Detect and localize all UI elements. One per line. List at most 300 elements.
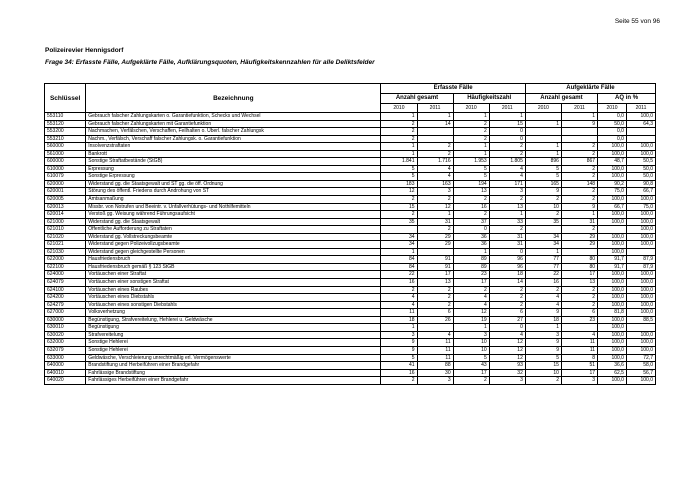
cell-hz-2010: 2 bbox=[453, 211, 489, 219]
cell-bezeichnung: Vortäuschen eines Diebstahls bbox=[86, 294, 381, 302]
cell-aq-2010: 100,0 bbox=[598, 346, 627, 354]
cell-erfasst-2010: 22 bbox=[381, 271, 417, 279]
cell-schluessel: 632000 bbox=[45, 339, 86, 347]
cell-erfasst-2011: 29 bbox=[417, 241, 453, 249]
cell-aufgeklaert-2011: 80 bbox=[561, 263, 597, 271]
cell-erfasst-2010: 1 bbox=[381, 150, 417, 158]
cell-schluessel: 621010 bbox=[45, 226, 86, 234]
cell-aufgeklaert-2010: 35 bbox=[525, 218, 561, 226]
cell-erfasst-2010: 5 bbox=[381, 165, 417, 173]
cell-schluessel: 621000 bbox=[45, 218, 86, 226]
cell-schluessel: 622100 bbox=[45, 263, 86, 271]
header-schluessel: Schlüssel bbox=[45, 84, 86, 113]
cell-hz-2010: 17 bbox=[453, 369, 489, 377]
cell-aq-2011 bbox=[626, 135, 655, 143]
header-year: 2010 bbox=[381, 104, 417, 113]
cell-aq-2011: 50,0 bbox=[626, 165, 655, 173]
cell-schluessel: 620000 bbox=[45, 180, 86, 188]
header-aufgeklaerte-faelle: Aufgeklärte Fälle bbox=[525, 84, 655, 94]
cell-erfasst-2011 bbox=[417, 248, 453, 256]
cell-bezeichnung: Gebrauch falscher Zahlungskarten o. Garantiefunktion, Schecks und Wechsel bbox=[86, 113, 381, 121]
cell-schluessel: 600000 bbox=[45, 158, 86, 166]
cell-bezeichnung: Widerstand gg. Vollstreckungsbeamte bbox=[86, 233, 381, 241]
cell-aq-2010: 36,6 bbox=[598, 362, 627, 370]
cell-aufgeklaert-2010: 77 bbox=[525, 256, 561, 264]
header-year: 2011 bbox=[489, 104, 525, 113]
cell-hz-2010: 89 bbox=[453, 256, 489, 264]
cell-aq-2010: 100,0 bbox=[598, 339, 627, 347]
cell-aq-2010: 91,7 bbox=[598, 256, 627, 264]
cell-bezeichnung: Bankrott bbox=[86, 150, 381, 158]
cell-hz-2011: 3 bbox=[489, 377, 525, 385]
cell-hz-2010: 1 bbox=[453, 113, 489, 121]
cell-hz-2010: 19 bbox=[453, 316, 489, 324]
cell-schluessel: 560000 bbox=[45, 143, 86, 151]
cell-erfasst-2011: 1 bbox=[417, 113, 453, 121]
cell-erfasst-2010: 41 bbox=[381, 362, 417, 370]
cell-hz-2010: 5 bbox=[453, 354, 489, 362]
cell-aufgeklaert-2010: 10 bbox=[525, 203, 561, 211]
table-row bbox=[45, 188, 656, 196]
cell-hz-2011: 32 bbox=[489, 369, 525, 377]
cell-hz-2010: 2 bbox=[453, 377, 489, 385]
cell-aq-2010: 90,2 bbox=[598, 180, 627, 188]
cell-hz-2010: 5 bbox=[453, 165, 489, 173]
cell-hz-2010: 89 bbox=[453, 263, 489, 271]
cell-hz-2011: 96 bbox=[489, 263, 525, 271]
cell-bezeichnung: Widerstand gegen Polizeivollzugsbeamte bbox=[86, 241, 381, 249]
cell-schluessel: 620001 bbox=[45, 188, 86, 196]
cell-aq-2010: 0,0 bbox=[598, 135, 627, 143]
table-row bbox=[45, 143, 656, 151]
header-haeufigkeitszahl: Häufigkeitszahl bbox=[453, 94, 525, 104]
cell-aufgeklaert-2011: 2 bbox=[561, 143, 597, 151]
cell-aufgeklaert-2011: 23 bbox=[561, 316, 597, 324]
cell-aq-2011 bbox=[626, 248, 655, 256]
cell-aufgeklaert-2011: 4 bbox=[561, 331, 597, 339]
cell-aq-2010: 66,7 bbox=[598, 203, 627, 211]
cell-aufgeklaert-2010: 34 bbox=[525, 241, 561, 249]
cell-bezeichnung: Fahrlässiges Herbeiführen einer Brandgefahr bbox=[86, 377, 381, 385]
cell-aq-2011: 64,3 bbox=[626, 120, 655, 128]
header-year: 2011 bbox=[626, 104, 655, 113]
header-year: 2011 bbox=[417, 104, 453, 113]
cell-aq-2011: 100,0 bbox=[626, 218, 655, 226]
cell-aq-2010: 100,0 bbox=[598, 150, 627, 158]
cell-hz-2011: 12 bbox=[489, 339, 525, 347]
cell-erfasst-2010: 2 bbox=[381, 135, 417, 143]
cell-erfasst-2011: 4 bbox=[417, 173, 453, 181]
cell-aufgeklaert-2011: 2 bbox=[561, 165, 597, 173]
cell-hz-2010: 2 bbox=[453, 196, 489, 204]
cell-aq-2011: 58,0 bbox=[626, 362, 655, 370]
cell-schluessel: 553110 bbox=[45, 113, 86, 121]
cell-hz-2011: 0 bbox=[489, 324, 525, 332]
cell-aufgeklaert-2011: 2 bbox=[561, 173, 597, 181]
cell-erfasst-2011: 2 bbox=[417, 286, 453, 294]
cell-erfasst-2010: 5 bbox=[381, 173, 417, 181]
cell-erfasst-2011: 91 bbox=[417, 263, 453, 271]
cell-aufgeklaert-2010: 2 bbox=[525, 377, 561, 385]
cell-erfasst-2011: 88 bbox=[417, 362, 453, 370]
table-row bbox=[45, 135, 656, 143]
cell-erfasst-2011: 13 bbox=[417, 279, 453, 287]
table-row bbox=[45, 113, 656, 121]
cell-erfasst-2011: 11 bbox=[417, 346, 453, 354]
cell-aufgeklaert-2011 bbox=[561, 248, 597, 256]
cell-erfasst-2010: 2 bbox=[381, 377, 417, 385]
cell-aq-2011: 87,9 bbox=[626, 256, 655, 264]
cell-hz-2011: 14 bbox=[489, 279, 525, 287]
cell-erfasst-2010: 5 bbox=[381, 354, 417, 362]
table-row bbox=[45, 339, 656, 347]
table-row bbox=[45, 211, 656, 219]
cell-aq-2011: 100,0 bbox=[626, 150, 655, 158]
organization-heading: Polizeirevier Hennigsdorf bbox=[45, 47, 124, 54]
cell-aq-2011: 100,0 bbox=[626, 309, 655, 317]
cell-aq-2011: 56,7 bbox=[626, 369, 655, 377]
cell-erfasst-2010: 2 bbox=[381, 211, 417, 219]
cell-hz-2010: 2 bbox=[453, 120, 489, 128]
cell-hz-2010: 12 bbox=[453, 309, 489, 317]
cell-aufgeklaert-2010: 2 bbox=[525, 211, 561, 219]
cell-bezeichnung: Erpressung bbox=[86, 165, 381, 173]
cell-aq-2010: 100,0 bbox=[598, 316, 627, 324]
cell-erfasst-2011: 17 bbox=[417, 271, 453, 279]
cell-aufgeklaert-2011: 29 bbox=[561, 241, 597, 249]
cell-aq-2010: 100,0 bbox=[598, 165, 627, 173]
cell-hz-2011: 3 bbox=[489, 188, 525, 196]
table-row bbox=[45, 203, 656, 211]
cell-hz-2011: 12 bbox=[489, 354, 525, 362]
table-row bbox=[45, 309, 656, 317]
cell-schluessel: 610079 bbox=[45, 173, 86, 181]
cell-erfasst-2010: 16 bbox=[381, 279, 417, 287]
cell-bezeichnung: Vortäuschen eines sonstigen Diebstahls bbox=[86, 301, 381, 309]
cell-bezeichnung: Amtsanmaßung bbox=[86, 196, 381, 204]
cell-hz-2010: 4 bbox=[453, 301, 489, 309]
cell-schluessel: 633000 bbox=[45, 354, 86, 362]
cell-aufgeklaert-2010: 77 bbox=[525, 263, 561, 271]
cell-schluessel: 630000 bbox=[45, 316, 86, 324]
cell-aq-2010: 48,7 bbox=[598, 158, 627, 166]
header-anzahl-gesamt: Anzahl gesamt bbox=[381, 94, 453, 104]
cell-aq-2011: 88,5 bbox=[626, 316, 655, 324]
cell-schluessel: 553210 bbox=[45, 135, 86, 143]
cell-aufgeklaert-2011: 8 bbox=[561, 354, 597, 362]
table-row bbox=[45, 150, 656, 158]
cell-aq-2010: 100,0 bbox=[598, 301, 627, 309]
cell-aq-2011: 100,0 bbox=[626, 226, 655, 234]
cell-aq-2011: 100,0 bbox=[626, 339, 655, 347]
cell-aq-2010: 100,0 bbox=[598, 294, 627, 302]
cell-hz-2011: 27 bbox=[489, 316, 525, 324]
cell-erfasst-2010: 16 bbox=[381, 369, 417, 377]
cell-erfasst-2010: 2 bbox=[381, 286, 417, 294]
cell-aufgeklaert-2011: 51 bbox=[561, 362, 597, 370]
cell-bezeichnung: Vortäuschen eines Raubes bbox=[86, 286, 381, 294]
cell-erfasst-2011 bbox=[417, 324, 453, 332]
cell-hz-2010: 13 bbox=[453, 188, 489, 196]
header-erfasste-faelle: Erfasste Fälle bbox=[381, 84, 525, 94]
cell-aq-2010: 100,0 bbox=[598, 354, 627, 362]
cell-schluessel: 621020 bbox=[45, 233, 86, 241]
cell-erfasst-2011: 2 bbox=[417, 150, 453, 158]
cell-hz-2011: 1 bbox=[489, 113, 525, 121]
cell-erfasst-2011: 2 bbox=[417, 294, 453, 302]
cell-erfasst-2011: 1 bbox=[417, 211, 453, 219]
cell-erfasst-2010: 34 bbox=[381, 233, 417, 241]
cell-erfasst-2010: 3 bbox=[381, 331, 417, 339]
cell-aufgeklaert-2011: 1 bbox=[561, 113, 597, 121]
cell-aufgeklaert-2010: 5 bbox=[525, 165, 561, 173]
cell-aq-2011: 100,0 bbox=[626, 241, 655, 249]
cell-aq-2011: 90,8 bbox=[626, 180, 655, 188]
cell-aq-2011: 100,0 bbox=[626, 196, 655, 204]
cell-aufgeklaert-2010: 896 bbox=[525, 158, 561, 166]
cell-hz-2011: 31 bbox=[489, 241, 525, 249]
cell-schluessel: 627000 bbox=[45, 309, 86, 317]
cell-hz-2011: 2 bbox=[489, 150, 525, 158]
cell-hz-2011: 4 bbox=[489, 331, 525, 339]
cell-bezeichnung: Gebrauch falscher Zahlungskarten mit Garantiefunktion bbox=[86, 120, 381, 128]
cell-hz-2010: 43 bbox=[453, 362, 489, 370]
table-row bbox=[45, 120, 656, 128]
cell-aq-2010 bbox=[598, 226, 627, 234]
table-row bbox=[45, 233, 656, 241]
cell-aufgeklaert-2010: 1 bbox=[525, 324, 561, 332]
cell-aq-2011: 50,5 bbox=[626, 158, 655, 166]
cell-aufgeklaert-2010: 9 bbox=[525, 309, 561, 317]
cell-aq-2011: 100,0 bbox=[626, 377, 655, 385]
cell-hz-2011: 2 bbox=[489, 143, 525, 151]
cell-hz-2010: 36 bbox=[453, 241, 489, 249]
cell-aq-2011: 100,0 bbox=[626, 113, 655, 121]
cell-aufgeklaert-2010: 3 bbox=[525, 331, 561, 339]
cell-erfasst-2011: 30 bbox=[417, 369, 453, 377]
cell-hz-2010: 1 bbox=[453, 143, 489, 151]
cell-aq-2010: 100,0 bbox=[598, 248, 627, 256]
cell-bezeichnung: Nachmachen, Verfälschen, Verschaffen, Feilhalten o. Überl. falscher Zahlungsk bbox=[86, 128, 381, 136]
cell-schluessel: 620005 bbox=[45, 196, 86, 204]
cell-erfasst-2011: 26 bbox=[417, 316, 453, 324]
cell-aufgeklaert-2011: 2 bbox=[561, 150, 597, 158]
table-row bbox=[45, 180, 656, 188]
cell-aq-2011: 75,0 bbox=[626, 203, 655, 211]
table-row bbox=[45, 165, 656, 173]
cell-aufgeklaert-2010: 9 bbox=[525, 188, 561, 196]
cell-schluessel: 630010 bbox=[45, 324, 86, 332]
cell-erfasst-2011: 3 bbox=[417, 188, 453, 196]
cell-aq-2010: 100,0 bbox=[598, 271, 627, 279]
cell-aq-2011: 72,7 bbox=[626, 354, 655, 362]
cell-erfasst-2011: 12 bbox=[417, 203, 453, 211]
cell-erfasst-2011: 3 bbox=[417, 377, 453, 385]
cell-aq-2011: 87,9 bbox=[626, 263, 655, 271]
cell-hz-2011: 1 bbox=[489, 211, 525, 219]
cell-erfasst-2010: 2 bbox=[381, 120, 417, 128]
cell-bezeichnung: Vortäuschen einer sonstigen Straftat bbox=[86, 279, 381, 287]
cell-aufgeklaert-2011: 2 bbox=[561, 286, 597, 294]
cell-aq-2011: 100,0 bbox=[626, 294, 655, 302]
cell-erfasst-2011: 4 bbox=[417, 331, 453, 339]
cell-erfasst-2011: 2 bbox=[417, 226, 453, 234]
cell-bezeichnung: Volksverhetzung bbox=[86, 309, 381, 317]
cell-aq-2011: 50,0 bbox=[626, 173, 655, 181]
cell-hz-2011: 2 bbox=[489, 294, 525, 302]
cell-aufgeklaert-2010: 10 bbox=[525, 369, 561, 377]
cell-aufgeklaert-2010 bbox=[525, 135, 561, 143]
cell-aq-2011: 100,0 bbox=[626, 211, 655, 219]
cell-erfasst-2011: 2 bbox=[417, 301, 453, 309]
cell-bezeichnung: Sonstige Hehlerei bbox=[86, 346, 381, 354]
cell-erfasst-2010 bbox=[381, 226, 417, 234]
cell-hz-2010: 10 bbox=[453, 346, 489, 354]
cell-erfasst-2010: 15 bbox=[381, 203, 417, 211]
cell-erfasst-2010: 1 bbox=[381, 113, 417, 121]
cell-bezeichnung: Vortäuschen einer Straftat bbox=[86, 271, 381, 279]
cell-erfasst-2011: 2 bbox=[417, 143, 453, 151]
cell-hz-2011: 0 bbox=[489, 128, 525, 136]
cell-aufgeklaert-2011: 2 bbox=[561, 226, 597, 234]
cell-aq-2011: 100,0 bbox=[626, 286, 655, 294]
cell-bezeichnung: Hausfriedensbruch gemäß § 123 StGB bbox=[86, 263, 381, 271]
cell-schluessel: 622000 bbox=[45, 256, 86, 264]
cell-hz-2011: 2 bbox=[489, 226, 525, 234]
cell-hz-2011: 2 bbox=[489, 286, 525, 294]
cell-hz-2010: 1.953 bbox=[453, 158, 489, 166]
cell-aufgeklaert-2010: 15 bbox=[525, 362, 561, 370]
cell-bezeichnung: Geldwäsche, Verschleierung unrechtmäßig erl. Vermögenswerte bbox=[86, 354, 381, 362]
cell-erfasst-2010: 2 bbox=[381, 196, 417, 204]
cell-bezeichnung: Sonstige Hehlerei bbox=[86, 339, 381, 347]
header-year: 2011 bbox=[561, 104, 597, 113]
table-row bbox=[45, 256, 656, 264]
header-anzahl-gesamt-aufgeklaert: Anzahl gesamt bbox=[525, 94, 597, 104]
cell-hz-2011: 1.805 bbox=[489, 158, 525, 166]
cell-erfasst-2011: 31 bbox=[417, 218, 453, 226]
cell-hz-2011: 96 bbox=[489, 256, 525, 264]
cell-hz-2010: 1 bbox=[453, 150, 489, 158]
cell-hz-2010: 2 bbox=[453, 286, 489, 294]
cell-erfasst-2010: 9 bbox=[381, 339, 417, 347]
cell-aufgeklaert-2010 bbox=[525, 113, 561, 121]
page-number: Seite 55 von 96 bbox=[614, 18, 660, 25]
cell-aq-2011 bbox=[626, 128, 655, 136]
cell-erfasst-2010: 1 bbox=[381, 248, 417, 256]
cell-bezeichnung: Widerstand gg. die Staatsgewalt bbox=[86, 218, 381, 226]
cell-hz-2010: 4 bbox=[453, 294, 489, 302]
cell-hz-2011: 0 bbox=[489, 135, 525, 143]
cell-aq-2011: 100,0 bbox=[626, 233, 655, 241]
cell-schluessel: 553200 bbox=[45, 128, 86, 136]
cell-schluessel: 624100 bbox=[45, 286, 86, 294]
table-row bbox=[45, 362, 656, 370]
cell-erfasst-2010: 18 bbox=[381, 316, 417, 324]
cell-aq-2010: 100,0 bbox=[598, 331, 627, 339]
cell-erfasst-2011: 11 bbox=[417, 354, 453, 362]
cell-aufgeklaert-2011: 148 bbox=[561, 180, 597, 188]
table-row bbox=[45, 354, 656, 362]
cell-bezeichnung: Begünstigung bbox=[86, 324, 381, 332]
cell-erfasst-2010: 183 bbox=[381, 180, 417, 188]
cell-bezeichnung: Nachm., Verfälsch, Verschaff falscher Zahlungsk. o. Garantiefunktion bbox=[86, 135, 381, 143]
cell-aq-2011: 66,7 bbox=[626, 188, 655, 196]
cell-bezeichnung: Fahrlässige Brandstiftung bbox=[86, 369, 381, 377]
table-row bbox=[45, 377, 656, 385]
cell-hz-2010: 37 bbox=[453, 218, 489, 226]
cell-aufgeklaert-2011: 2 bbox=[561, 301, 597, 309]
cell-schluessel: 620013 bbox=[45, 203, 86, 211]
cell-aufgeklaert-2011: 2 bbox=[561, 196, 597, 204]
cell-bezeichnung: Begünstigung, Strafvereitelung, Hehlerei u. Geldwäsche bbox=[86, 316, 381, 324]
cell-hz-2010: 3 bbox=[453, 331, 489, 339]
cell-erfasst-2011: 91 bbox=[417, 256, 453, 264]
table-row bbox=[45, 263, 656, 271]
cell-erfasst-2010: 34 bbox=[381, 241, 417, 249]
cell-aufgeklaert-2010: 1 bbox=[525, 143, 561, 151]
cell-erfasst-2010: 4 bbox=[381, 294, 417, 302]
header-year: 2010 bbox=[453, 104, 489, 113]
cell-aq-2010: 100,0 bbox=[598, 196, 627, 204]
cell-erfasst-2011 bbox=[417, 135, 453, 143]
cell-hz-2010: 16 bbox=[453, 203, 489, 211]
cell-aq-2011 bbox=[626, 324, 655, 332]
cell-erfasst-2010: 1 bbox=[381, 143, 417, 151]
cell-erfasst-2011 bbox=[417, 128, 453, 136]
cell-aufgeklaert-2010: 18 bbox=[525, 316, 561, 324]
cell-hz-2010: 194 bbox=[453, 180, 489, 188]
cell-hz-2011: 31 bbox=[489, 233, 525, 241]
cell-schluessel: 640000 bbox=[45, 362, 86, 370]
cell-hz-2011: 15 bbox=[489, 120, 525, 128]
cell-aq-2010: 100,0 bbox=[598, 279, 627, 287]
cell-erfasst-2010: 1.841 bbox=[381, 158, 417, 166]
cell-bezeichnung: Störung des öffentl. Friedens durch Androhung von ST bbox=[86, 188, 381, 196]
table-row bbox=[45, 218, 656, 226]
table-row bbox=[45, 128, 656, 136]
cell-hz-2011: 12 bbox=[489, 346, 525, 354]
cell-hz-2010: 1 bbox=[453, 248, 489, 256]
cell-schluessel: 640020 bbox=[45, 377, 86, 385]
cell-aufgeklaert-2011: 9 bbox=[561, 120, 597, 128]
cell-hz-2011: 6 bbox=[489, 309, 525, 317]
cell-aq-2011: 100,0 bbox=[626, 346, 655, 354]
cell-aufgeklaert-2010: 5 bbox=[525, 173, 561, 181]
cell-aufgeklaert-2011: 3 bbox=[561, 377, 597, 385]
cell-erfasst-2011: 29 bbox=[417, 233, 453, 241]
cell-aufgeklaert-2010: 2 bbox=[525, 196, 561, 204]
cell-aufgeklaert-2010: 4 bbox=[525, 301, 561, 309]
cell-aufgeklaert-2011: 80 bbox=[561, 256, 597, 264]
cell-aufgeklaert-2011: 31 bbox=[561, 218, 597, 226]
cell-schluessel: 624000 bbox=[45, 271, 86, 279]
table-row bbox=[45, 316, 656, 324]
cell-aq-2010: 50,0 bbox=[598, 120, 627, 128]
cell-bezeichnung: Widerstand gg. die Staatsgewalt und ST gg. die öff. Ordnung bbox=[86, 180, 381, 188]
cell-aufgeklaert-2010 bbox=[525, 226, 561, 234]
cell-aq-2010: 0,0 bbox=[598, 128, 627, 136]
cell-aq-2011: 100,0 bbox=[626, 331, 655, 339]
cell-aq-2010: 62,5 bbox=[598, 369, 627, 377]
cell-aq-2011: 100,0 bbox=[626, 301, 655, 309]
header-year: 2010 bbox=[525, 104, 561, 113]
cell-hz-2011: 4 bbox=[489, 173, 525, 181]
cell-aq-2010: 81,8 bbox=[598, 309, 627, 317]
cell-bezeichnung: Brandstiftung und Herbeiführen einer Brandgefahr bbox=[86, 362, 381, 370]
table-row bbox=[45, 241, 656, 249]
cell-aufgeklaert-2010: 165 bbox=[525, 180, 561, 188]
